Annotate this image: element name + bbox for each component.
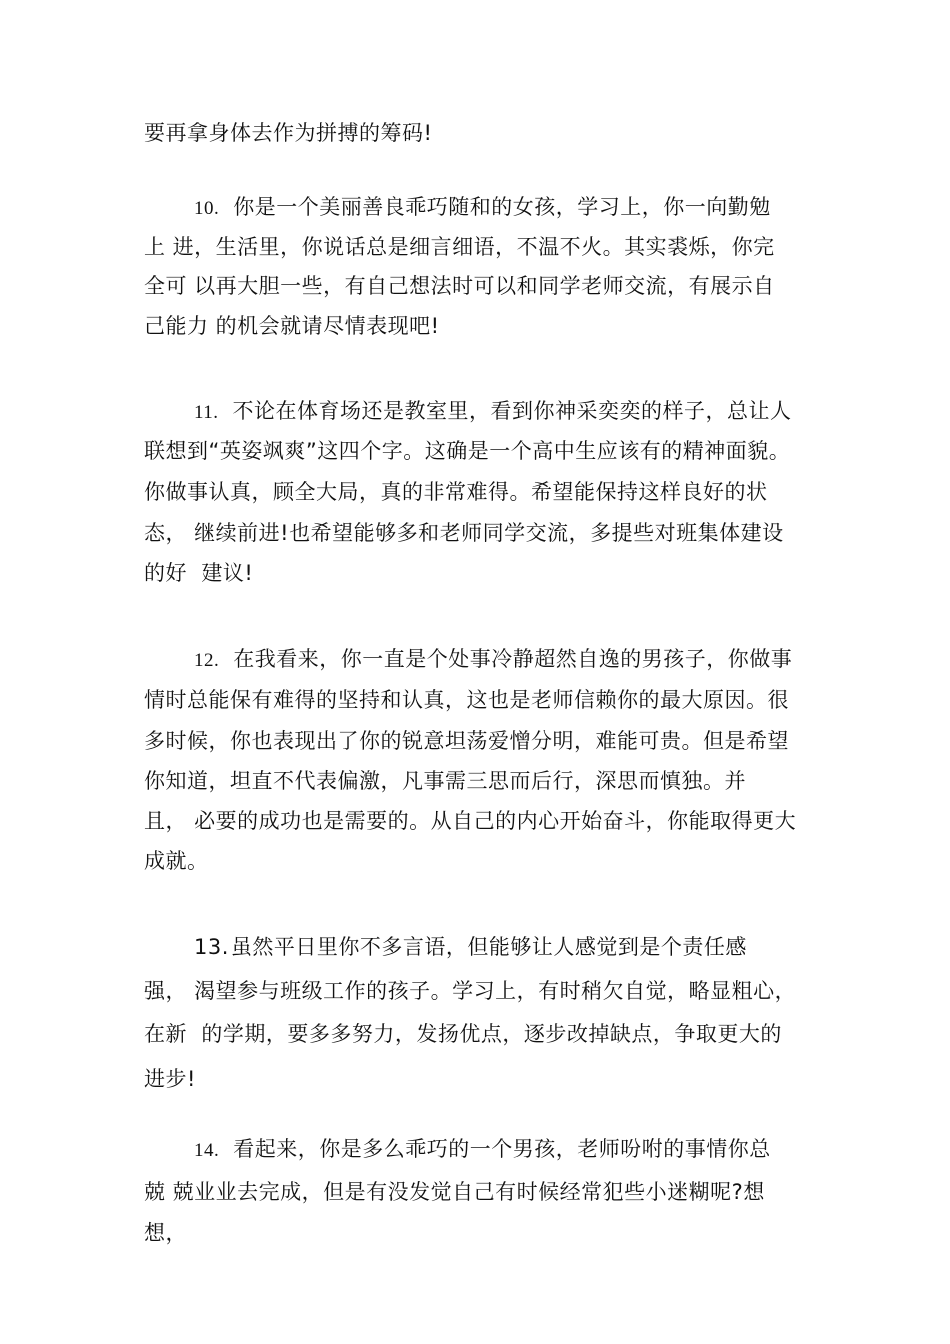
paragraph-first-line bbox=[194, 396, 792, 428]
paragraph-line: 你做事认真，顾全大局，真的非常难得。希望能保持这样良好的状 bbox=[144, 480, 768, 504]
paragraph-first-line bbox=[194, 192, 771, 224]
paragraph-first-line bbox=[194, 1134, 771, 1166]
paragraph-text: 你是一个美丽善良乖巧随和的女孩，学习上，你一向勤勉 bbox=[233, 195, 771, 219]
paragraph-line: 全可 以再大胆一些，有自己想法时可以和同学老师交流，有展示自 bbox=[144, 274, 775, 298]
paragraph-line: 成就。 bbox=[144, 849, 209, 873]
paragraph-line: 上 进，生活里，你说话总是细言细语，不温不火。其实裘烁，你完 bbox=[144, 235, 775, 259]
paragraph-line: 的好 建议! bbox=[144, 561, 254, 585]
paragraph-text: 看起来，你是多么乖巧的一个男孩，老师吩咐的事情你总 bbox=[233, 1137, 771, 1161]
paragraph-first-line bbox=[194, 932, 747, 962]
paragraph-line: 多时候，你也表现出了你的锐意坦荡爱憎分明，难能可贵。但是希望 bbox=[144, 729, 789, 753]
paragraph-text: 虽然平日里你不多言语，但能够让人感觉到是个责任感 bbox=[230, 935, 747, 959]
paragraph-first-line bbox=[194, 644, 792, 676]
paragraph-number: 14. bbox=[194, 1140, 220, 1161]
paragraph-number: 12. bbox=[194, 650, 220, 671]
paragraph-line: 进步! bbox=[144, 1067, 196, 1091]
paragraph-line: 兢 兢业业去完成，但是有没发觉自己有时候经常犯些小迷糊呢?想 bbox=[144, 1180, 765, 1204]
paragraph-line: 在新 的学期，要多多努力，发扬优点，逐步改掉缺点，争取更大的 bbox=[144, 1022, 782, 1046]
paragraph-line: 要再拿身体去作为拼搏的筹码! bbox=[144, 121, 433, 145]
paragraph-line: 联想到“英姿飒爽”这四个字。这确是一个高中生应该有的精神面貌。 bbox=[144, 439, 791, 463]
paragraph-number: 13. bbox=[194, 935, 229, 959]
paragraph-number: 11. bbox=[194, 402, 219, 423]
paragraph-line: 你知道，坦直不代表偏激，凡事需三思而后行，深思而慎独。并 bbox=[144, 769, 746, 793]
paragraph-text: 不论在体育场还是教室里，看到你神采奕奕的样子，总让人 bbox=[232, 399, 792, 423]
paragraph-line: 己能力 的机会就请尽情表现吧! bbox=[144, 314, 440, 338]
paragraph-line: 强， 渴望参与班级工作的孩子。学习上，有时稍欠自觉，略显粗心， bbox=[144, 979, 797, 1003]
paragraph-line: 想， bbox=[144, 1221, 187, 1245]
paragraph-line: 且， 必要的成功也是需要的。从自己的内心开始奋斗，你能取得更大 bbox=[144, 809, 797, 833]
paragraph-line: 态， 继续前进!也希望能够多和老师同学交流，多提些对班集体建设 bbox=[144, 521, 784, 545]
paragraph-line: 情时总能保有难得的坚持和认真，这也是老师信赖你的最大原因。很 bbox=[144, 688, 789, 712]
paragraph-text: 在我看来，你一直是个处事冷静超然自逸的男孩子，你做事 bbox=[233, 647, 793, 671]
paragraph-number: 10. bbox=[194, 198, 220, 219]
